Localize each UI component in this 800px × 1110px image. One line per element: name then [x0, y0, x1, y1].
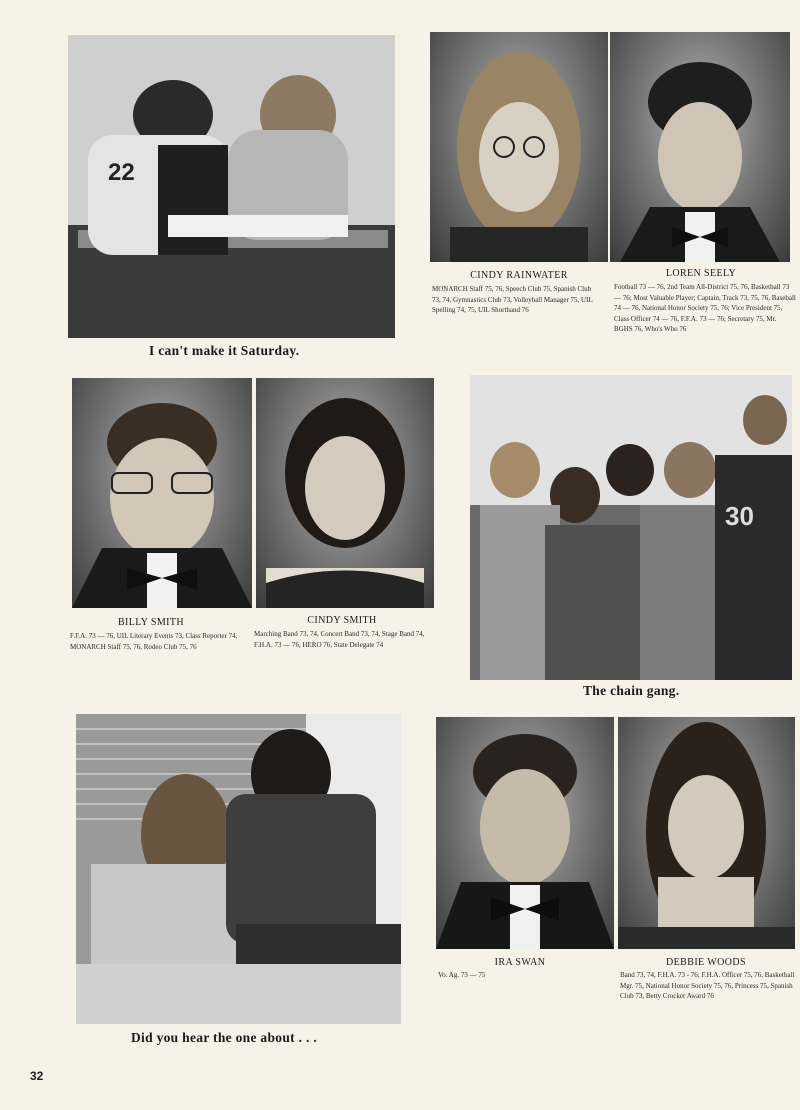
- student-name: DEBBIE WOODS: [666, 957, 746, 968]
- student-activities: MONARCH Staff 75, 76, Speech Club 75, Spanish Club 73, 74, Gymnastics Club 73, Volleyball Manager 75, UIL Spelling 74, 75, UIL Shorthand 76: [432, 285, 593, 314]
- student-activities: Vo. Ag. 73 — 75: [438, 971, 486, 979]
- student-name: LOREN SEELY: [665, 268, 737, 279]
- student-activities: Football 73 — 76, 2nd Team All-District 75, 76, Basketball 73 — 76; Most Valuable Player; Captain, Track 73, 75, 76, Baseball 74 — 76, National Honor Society 75, 76; Vice President 75, Class Officer 74 — 76, F.F.A. 73 — 76; Secretary 75, Mr. BGHS 76, Who's Who 76: [614, 283, 796, 333]
- page-number: 32: [30, 1069, 44, 1083]
- caption-saturday: I can't make it Saturday.: [149, 343, 300, 358]
- jersey-number-left: 22: [108, 159, 135, 186]
- candid-photo-chain-gang: [470, 375, 792, 680]
- student-activities: Band 73, 74, F.H.A. 73 - 76; F.H.A. Officer 75, 76, Basketball Mgr. 75, National Honor Society 75, 76, Princess 75, Spanish Club 73, Betty Crocker Award 76: [620, 971, 795, 1000]
- portrait-cindy-smith: [256, 378, 434, 608]
- student-name: CINDY RAINWATER: [470, 270, 568, 281]
- student-name: CINDY SMITH: [307, 615, 377, 626]
- student-activities: Marching Band 73, 74, Concert Band 73, 74, Stage Band 74, F.H.A. 73 — 76, HERO 76, State Delegate 74: [254, 630, 425, 649]
- jersey-number-right: 30: [725, 501, 754, 531]
- caption-hear-one: Did you hear the one about . . .: [131, 1030, 317, 1045]
- portrait-cindy-rainwater: [430, 32, 608, 262]
- portrait-ira-swan: [436, 717, 614, 949]
- caption-chain-gang: The chain gang.: [583, 683, 680, 698]
- portrait-billy-smith: [72, 378, 252, 608]
- student-name: BILLY SMITH: [117, 617, 185, 628]
- portrait-debbie-woods: [618, 717, 795, 949]
- student-activities: F.F.A. 73 — 76, UIL Literary Events 73, Class Reporter 74, MONARCH Staff 75, 76, Rodeo Club 75, 76: [70, 632, 238, 651]
- candid-photo-brick-wall: [76, 714, 401, 1024]
- portrait-loren-seely: [610, 32, 790, 262]
- candid-photo-library-table: [68, 35, 395, 338]
- student-name: IRA SWAN: [494, 957, 546, 968]
